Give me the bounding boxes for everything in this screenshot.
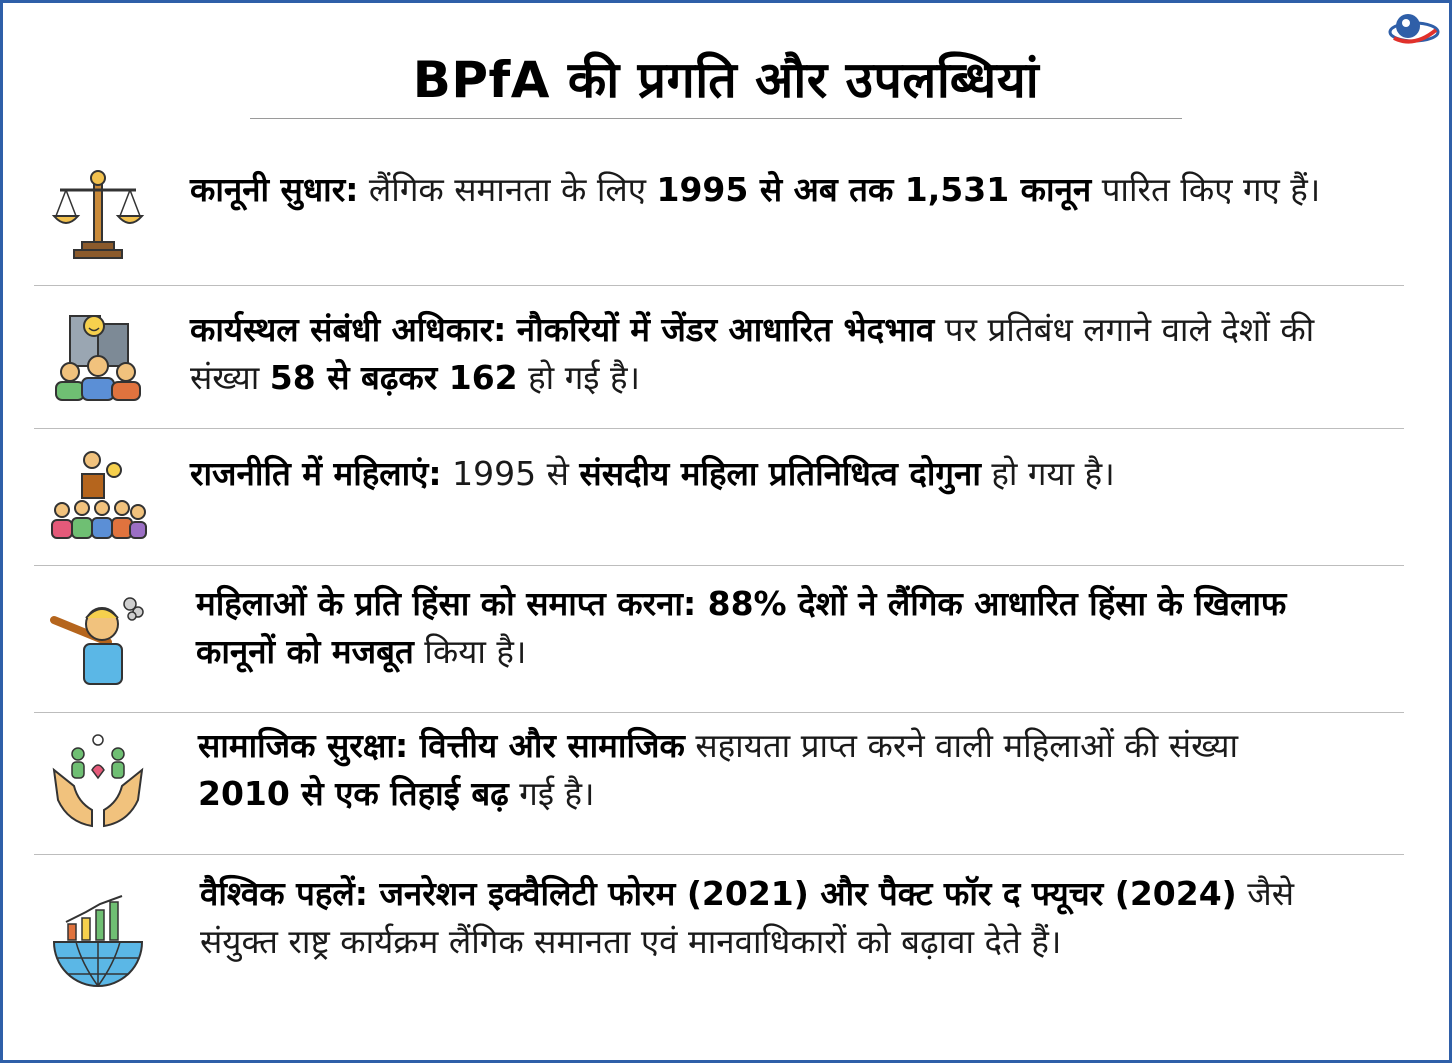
item-text-legal-reform: कानूनी सुधार: लैंगिक समानता के लिए 1995 से अब तक 1,531 कानून पारित किए गए हैं। <box>190 170 1321 209</box>
page-title: BPfA की प्रगति और उपलब्धियां <box>412 51 1040 109</box>
workplace-people-icon <box>48 308 148 408</box>
divider <box>34 854 1404 855</box>
hands-protecting-family-icon <box>48 730 148 830</box>
politics-speaker-crowd-icon <box>48 448 148 548</box>
divider <box>34 712 1404 713</box>
item-text-women-in-politics: राजनीति में महिलाएं: 1995 से संसदीय महिला प्रतिनिधित्व दोगुना हो गया है। <box>190 454 1115 493</box>
title-underline <box>250 118 1182 119</box>
scales-of-justice-icon <box>48 164 148 264</box>
divider <box>34 565 1404 566</box>
item-text-social-security: सामाजिक सुरक्षा: वित्तीय और सामाजिक सहायता प्राप्त करने वाली महिलाओं की संख्या 2010 से एक तिहाई बढ़ गई है। <box>198 726 1239 813</box>
globe-growth-chart-icon <box>48 892 148 992</box>
item-text-workplace-rights: कार्यस्थल संबंधी अधिकार: नौकरियों में जेंडर आधारित भेदभाव पर प्रतिबंध लगाने वाले देशों की संख्या 58 से बढ़कर 162 हो गई है। <box>190 310 1315 397</box>
item-text-ending-violence: महिलाओं के प्रति हिंसा को समाप्त करना: 88% देशों ने लैंगिक आधारित हिंसा के खिलाफ कानूनों को मजबूत किया है। <box>196 584 1287 671</box>
divider <box>34 285 1404 286</box>
violence-victim-icon <box>48 590 148 690</box>
item-text-global-initiatives: वैश्विक पहलें: जनरेशन इक्वैलिटी फोरम (2021) और पैक्ट फॉर द फ्यूचर (2024) जैसे संयुक्त राष्ट्र कार्यक्रम लैंगिक समानता एवं मानवाधिकारों को बढ़ावा देते हैं। <box>200 874 1295 961</box>
divider <box>34 428 1404 429</box>
